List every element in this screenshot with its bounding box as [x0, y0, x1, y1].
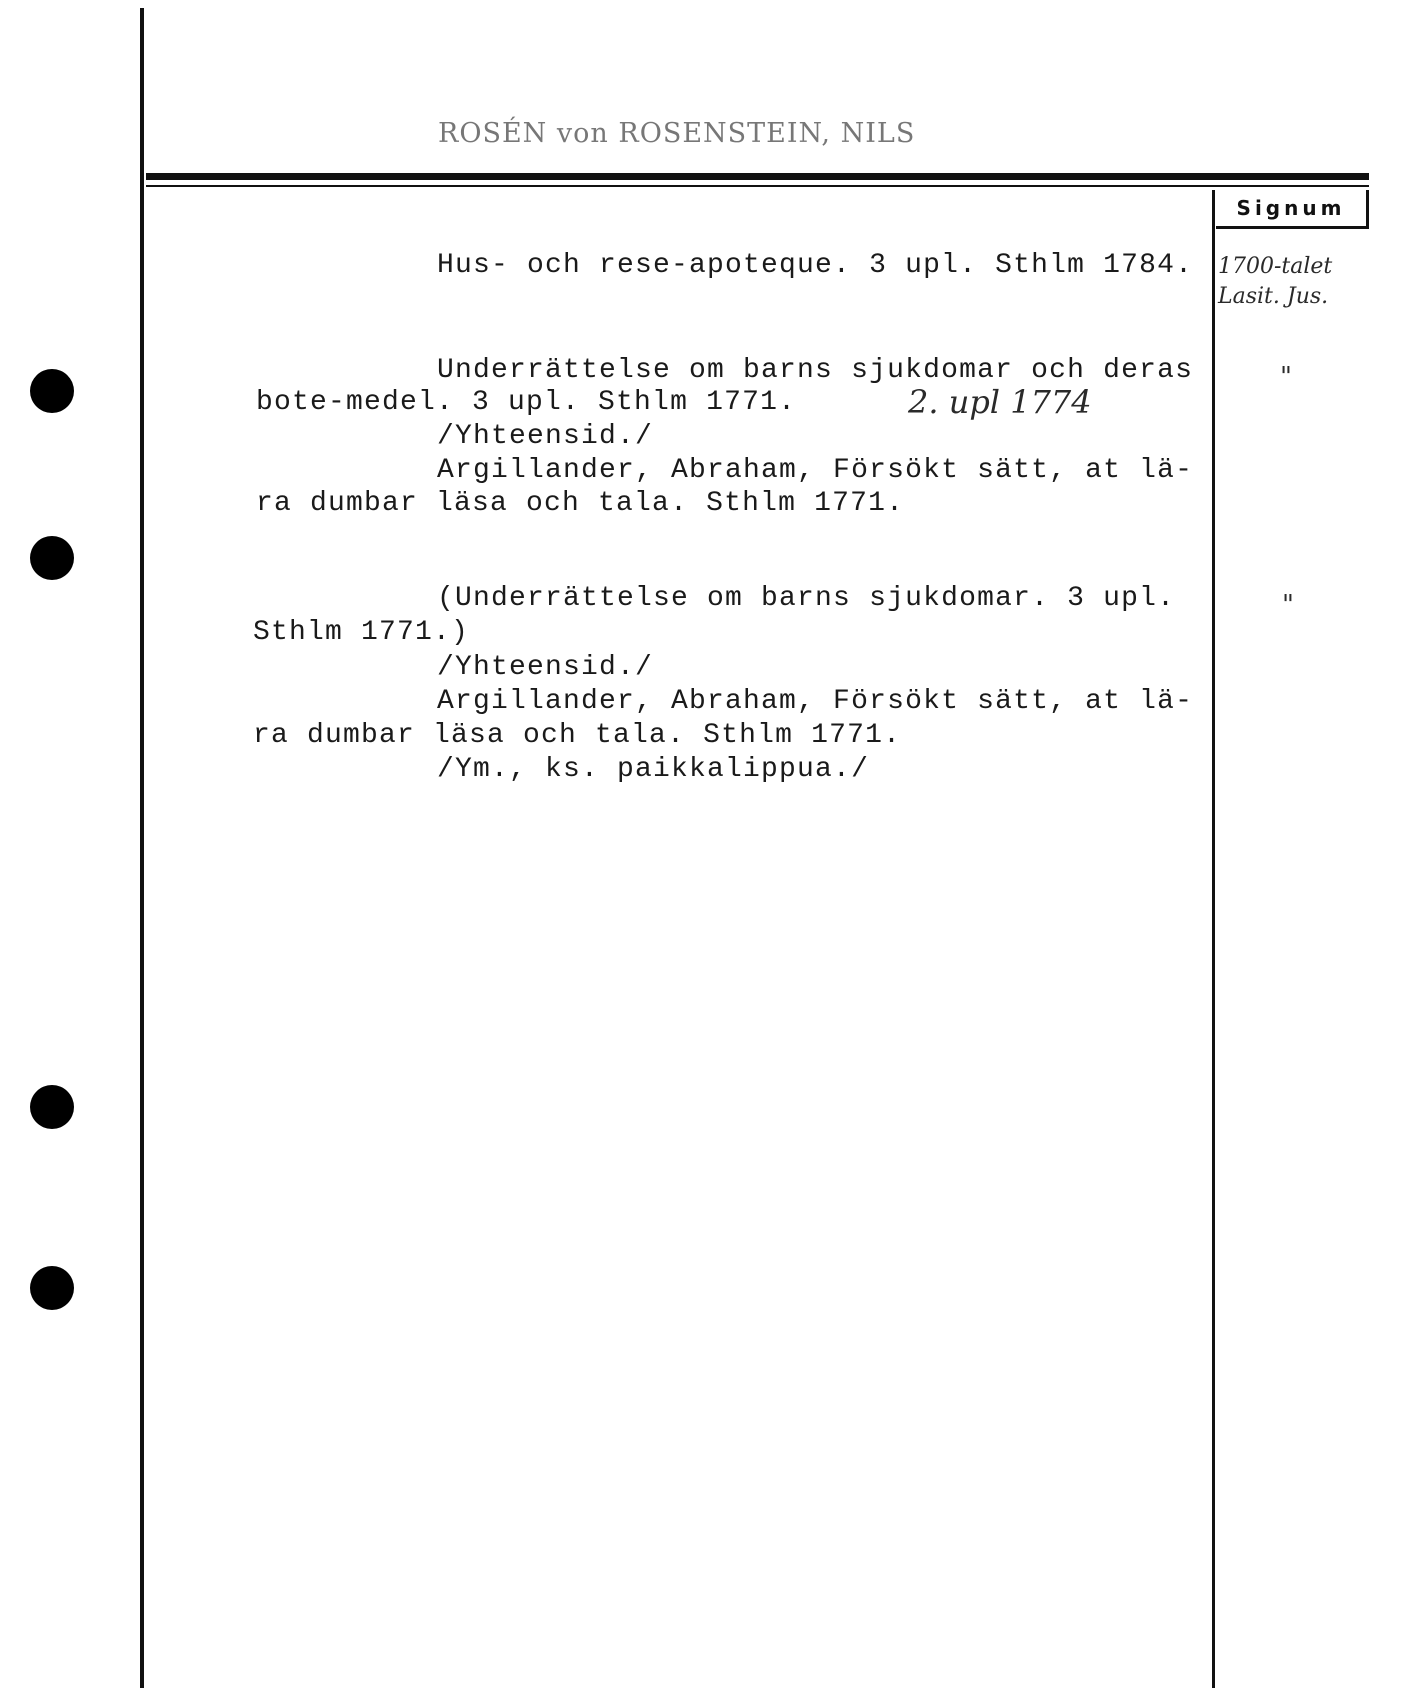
- entry-2-line-3: /Yhteensid./: [437, 421, 654, 452]
- entry-3-line-2: Sthlm 1771.): [253, 617, 470, 648]
- entry-2-signum: ": [1280, 362, 1292, 392]
- signum-column-rule: [1212, 190, 1215, 1688]
- entry-3-line-6: /Ym., ks. paikkalippua./: [437, 754, 870, 785]
- punch-hole-1: [30, 369, 74, 413]
- header-rule-thin: [146, 185, 1369, 187]
- entry-3-line-1: (Underrättelse om barns sjukdomar. 3 upl.: [437, 583, 1176, 614]
- punch-hole-4: [30, 1266, 74, 1310]
- entry-3-signum: ": [1282, 590, 1294, 620]
- entry-2-line-2: bote-medel. 3 upl. Sthlm 1771.: [256, 387, 797, 418]
- punch-hole-2: [30, 536, 74, 580]
- entry-2-line-5: ra dumbar läsa och tala. Sthlm 1771.: [256, 488, 905, 519]
- author-heading: ROSÉN von ROSENSTEIN, NILS: [438, 118, 916, 149]
- left-margin-rule: [140, 8, 144, 1688]
- entry-3-line-5: ra dumbar läsa och tala. Sthlm 1771.: [253, 720, 902, 751]
- entry-1-signum: 1700-talet Lasit. Jus.: [1218, 254, 1333, 309]
- entry-2-handwritten-note: 2. upl 1774: [908, 383, 1092, 421]
- header-rule-thick: [146, 173, 1369, 180]
- punch-hole-3: [30, 1085, 74, 1129]
- signum-header: [1216, 190, 1369, 229]
- entry-2-line-4: Argillander, Abraham, Försökt sätt, at lä-: [437, 455, 1194, 486]
- entry-2-line-1: Underrättelse om barns sjukdomar och deras: [437, 355, 1194, 386]
- entry-3-line-3: /Yhteensid./: [437, 652, 654, 683]
- signum-label: Signum: [1236, 196, 1346, 220]
- entry-1-line-1: Hus- och rese-apoteque. 3 upl. Sthlm 1784.: [437, 250, 1194, 281]
- entry-3-line-4: Argillander, Abraham, Försökt sätt, at lä-: [437, 686, 1194, 717]
